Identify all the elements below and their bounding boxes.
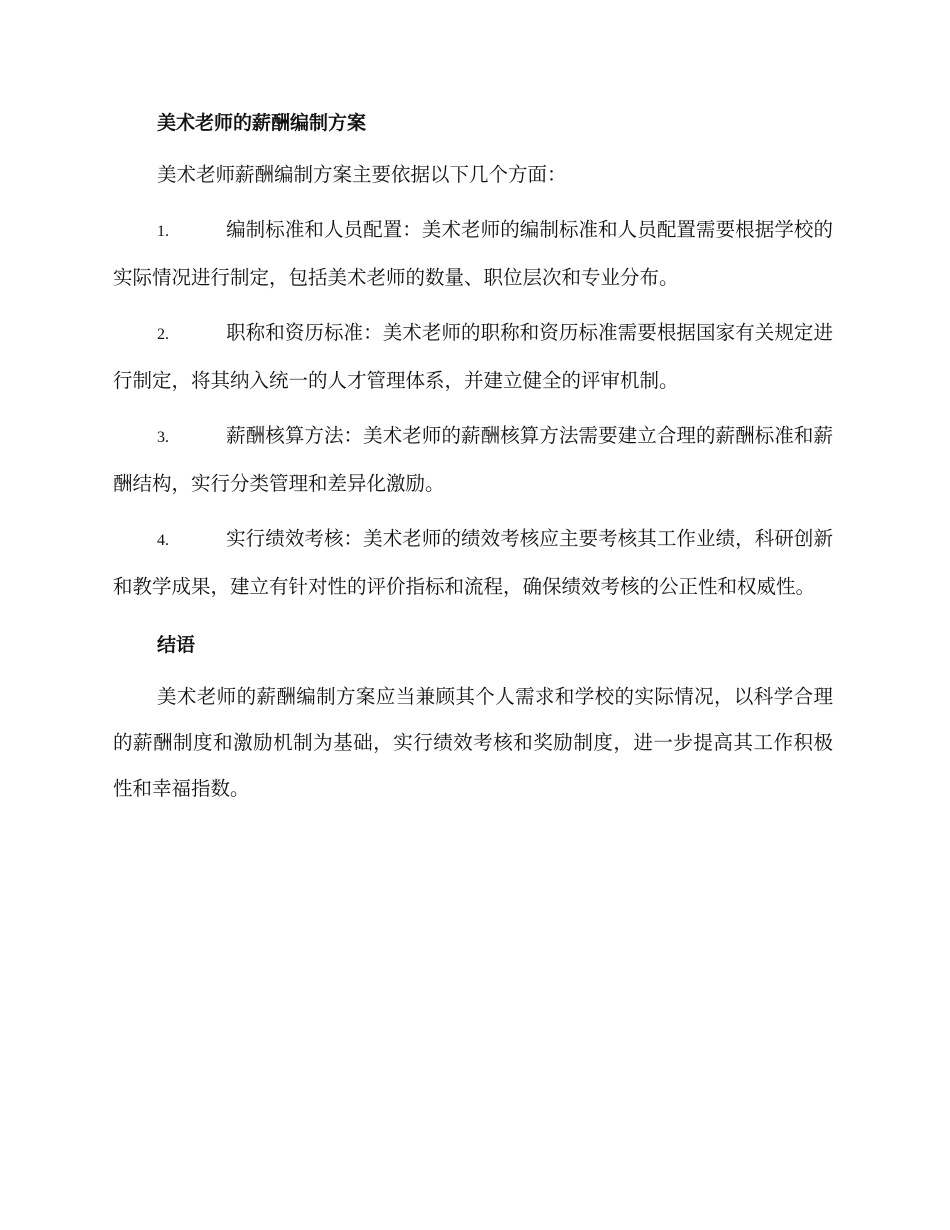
list-item-number: 1. [157,223,169,240]
list-item-number: 2. [157,326,169,343]
intro-paragraph: 美术老师薪酬编制方案主要依据以下几个方面： [157,163,567,186]
conclusion-paragraph: 美术老师的薪酬编制方案应当兼顾其个人需求和学校的实际情况，以科学合理的薪酬制度和激励机制为基础，实行绩效考核和奖励制度，进一步提高其工作积极性和幸福指数。 [113,685,833,800]
list-item-text: 薪酬核算方法：美术老师的薪酬核算方法需要建立合理的薪酬标准和薪酬结构，实行分类管理和差异化激励。 [113,424,833,495]
conclusion-title: 结语 [157,634,196,656]
list-item-text: 实行绩效考核：美术老师的绩效考核应主要考核其工作业绩，科研创新和教学成果，建立有针对性的评价指标和流程，确保绩效考核的公正性和权威性。 [113,527,833,598]
list-item-text: 职称和资历标准：美术老师的职称和资历标准需要根据国家有关规定进行制定，将其纳入统一的人才管理体系，并建立健全的评审机制。 [113,321,833,392]
list-item [113,413,833,507]
document-title: 美术老师的薪酬编制方案 [157,112,367,134]
list-item-number: 4. [157,532,169,549]
list-item [113,207,833,301]
list-item-text: 编制标准和人员配置：美术老师的编制标准和人员配置需要根据学校的实际情况进行制定，包括美术老师的数量、职位层次和专业分布。 [113,218,833,289]
list-item [113,310,833,404]
list-item-number: 3. [157,429,169,446]
list-item [113,516,833,610]
document-page [113,108,833,821]
